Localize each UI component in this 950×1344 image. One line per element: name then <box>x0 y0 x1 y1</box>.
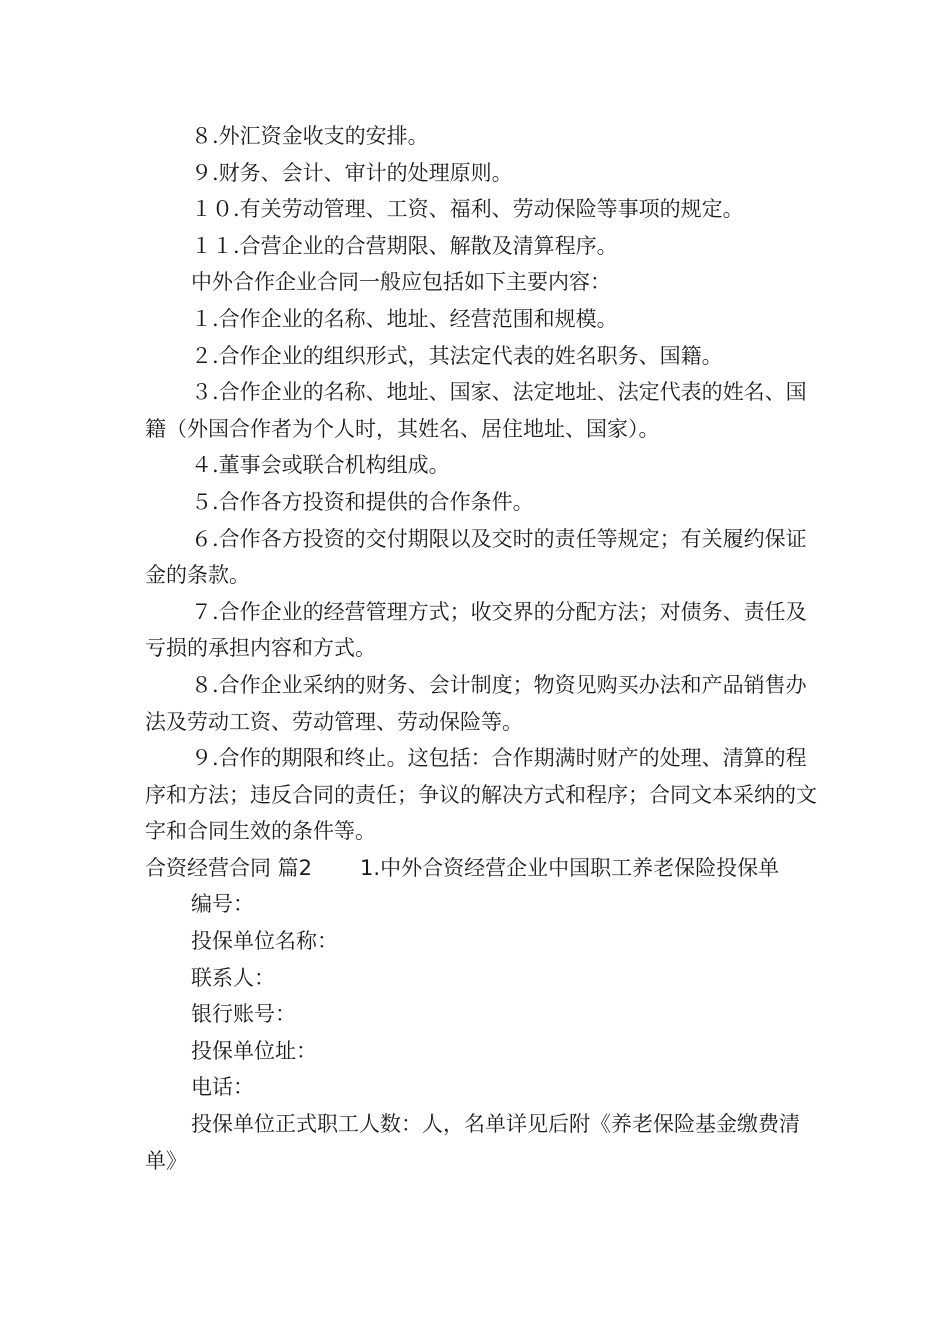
form-field-number: 编号： <box>191 892 254 917</box>
form-field-unit-address: 投保单位址： <box>191 1038 317 1063</box>
section-heading <box>145 850 825 887</box>
paragraph-coop-item-8: ８.合作企业采纳的财务、会计制度；物资见购买办法和产品销售办法及劳动工资、劳动管理、劳动保险等。 <box>145 672 807 734</box>
paragraph-coop-item-6: ６.合作各方投资的交付期限以及交时的责任等规定；有关履约保证金的条款。 <box>145 526 807 588</box>
paragraph-coop-item-9: ９.合作的期限和终止。这包括：合作期满时财产的处理、清算的程序和方法；违反合同的责任；争议的解决方式和程序；合同文本采纳的文字和合同生效的条件等。 <box>145 746 817 844</box>
section-subtitle: 1.中外合资经营企业中国职工养老保险投保单 <box>360 855 780 880</box>
paragraph-coop-item-4: ４.董事会或联合机构组成。 <box>191 453 450 478</box>
paragraph-coop-item-7: ７.合作企业的经营管理方式；收交界的分配方法；对债务、责任及亏损的承担内容和方式。 <box>145 599 807 661</box>
paragraph-item-8-forex: ８.外汇资金收支的安排。 <box>191 124 429 148</box>
form-field-phone: 电话： <box>191 1075 254 1100</box>
paragraph-coop-item-5: ５.合作各方投资和提供的合作条件。 <box>191 489 534 514</box>
form-field-employee-count: 投保单位正式职工人数：人，名单详见后附《养老保险基金缴费清单》 <box>145 1112 800 1173</box>
paragraph-coop-item-1: １.合作企业的名称、地址、经营范围和规模。 <box>191 306 618 331</box>
paragraph-item-9-finance: ９.财务、会计、审计的处理原则。 <box>191 160 513 185</box>
form-field-unit-name: 投保单位名称： <box>191 929 338 954</box>
form-field-contact: 联系人： <box>191 965 275 990</box>
paragraph-item-11-term: １１.合营企业的合营期限、解散及清算程序。 <box>191 233 618 258</box>
paragraph-item-10-labor: １０.有关劳动管理、工资、福利、劳动保险等事项的规定。 <box>191 197 744 222</box>
form-field-bank-account: 银行账号： <box>191 1002 296 1027</box>
section-title: 合资经营合同 篇2 <box>145 855 313 880</box>
paragraph-coop-item-2: ２.合作企业的组织形式，其法定代表的姓名职务、国籍。 <box>191 343 723 368</box>
paragraph-coop-intro: 中外合作企业合同一般应包括如下主要内容： <box>191 270 611 295</box>
paragraph-coop-item-3: ３.合作企业的名称、地址、国家、法定地址、法定代表的姓名、国籍（外国合作者为个人时，其姓名、居住地址、国家）。 <box>145 380 807 441</box>
document-body <box>145 118 825 1179</box>
